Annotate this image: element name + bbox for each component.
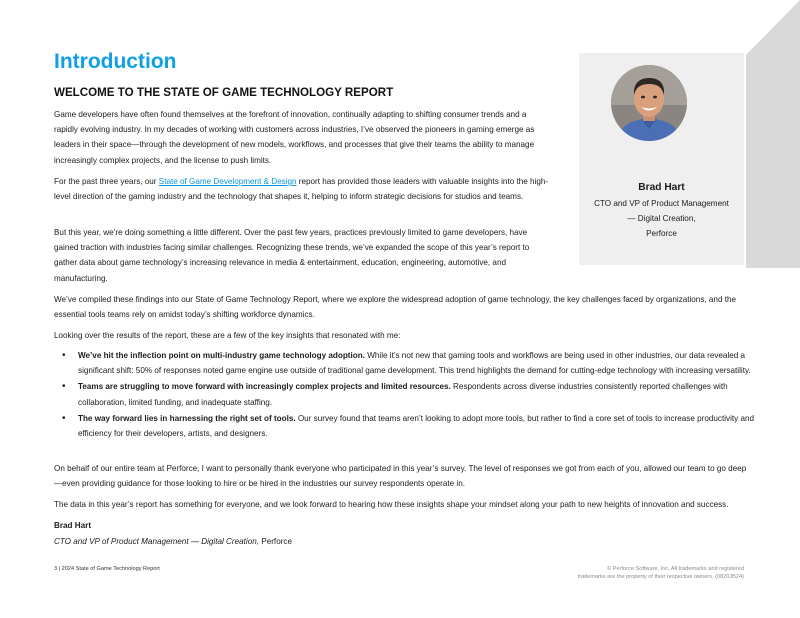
report-link[interactable]: State of Game Development & Design — [158, 177, 297, 186]
portrait-photo — [611, 65, 687, 141]
list-item — [60, 379, 755, 409]
footer-copyright-line-2: trademarks are the property of their respective owners. (0820JB24) — [577, 574, 744, 581]
intro-paragraph-4: We’ve compiled these findings into our State of Game Technology Report, where we explore the widespread adoption of game technology, the key challenges faced by organizations, and the essential tools teams rely on amidst today’s shifting workforce dynamics. — [54, 295, 737, 320]
signature-name: Brad Hart — [54, 521, 92, 530]
insight-bold: The way forward lies in harnessing the right set of tools. — [78, 413, 296, 423]
bullet-icon: • — [62, 381, 66, 393]
intro-paragraph-2-start: For the past three years, our — [54, 177, 159, 186]
footer-copyright-line-1: © Perforce Software, Inc. All trademarks and registered — [607, 566, 744, 572]
section-heading: WELCOME TO THE STATE OF GAME TECHNOLOGY REPORT — [54, 86, 394, 99]
profile-title-line-1: CTO and VP of Product Management — [594, 199, 729, 208]
insight-bold: We’ve hit the inflection point on multi-industry game technology adoption. — [78, 351, 365, 360]
insight-text: Respondents across diverse industries consistently reported challenges with collaboration, limited funding, and inadequate staffing. — [78, 382, 728, 407]
profile-title-line-2: — Digital Creation, — [627, 214, 696, 223]
footer-page-label: 3 | 2024 State of Game Technology Report — [54, 566, 160, 572]
list-item — [60, 348, 755, 378]
intro-paragraph-2-end: report has provided those leaders with valuable insights into the high-level direction of the gaming industry and the technology that shapes it, helping to inform strategic decisions for studios and teams. — [54, 177, 549, 202]
signature-role: CTO and VP of Product Management — Digital Creation, — [54, 537, 260, 546]
insight-text: While it’s not new that gaming tools and workflows are being used in other industries, our data revealed a significant shift: 50% of responses noted game engine use outside of traditional game development. This trend highlights the demand for cutting-edge technology with increasing versatility. — [78, 351, 751, 376]
insight-text: Our survey found that teams aren’t looking to adopt more tools, but rather to find a core set of tools to increase productivity and efficiency for their developers, artists, and designers. — [78, 413, 755, 439]
intro-paragraph-2 — [54, 174, 552, 204]
profile-company: Perforce — [646, 229, 677, 238]
signature-company: Perforce — [259, 537, 292, 546]
insight-bold: Teams are struggling to move forward with increasingly complex projects and limited resources. — [78, 382, 451, 392]
closing-paragraph-2: The data in this year’s report has something for everyone, and we look forward to hearing how these insights shape your mindset along your path to new heights of innovation and success. — [54, 500, 729, 509]
bullet-icon: • — [62, 350, 66, 361]
intro-paragraph-3: But this year, we’re doing something a little different. Over the past few years, practices previously limited to game developers, have gained traction with industries facing similar challenges. Recognizing these trends, we’ve expanded the scope of this year’s report to gather data about game technology’s increasing relevance in media & entertainment, education, engineering, automotive, and manufacturing. — [54, 228, 530, 283]
intro-paragraph-1: Game developers have often found themselves at the forefront of innovation, continually adapting to shifting consumer trends and a rapidly evolving industry. In my decades of working with customers across industries, I’ve observed the pioneers in gaming emerge as leaders in their space—through the development of new models, workflows, and processes that give their teams the ability to manage increasingly complex projects, and the license to push limits. — [54, 110, 535, 165]
closing-paragraph-1: On behalf of our entire team at Perforce, I want to personally thank everyone who participated in this year’s survey. The level of responses we got from each of you, allowed our team to go deep—even providing guidance for those looking to hire or be hired in the industries our survey respondents operate in. — [54, 464, 747, 489]
signature-title — [54, 537, 292, 546]
intro-paragraph-5: Looking over the results of the report, these are a few of the key insights that resonated with me: — [54, 331, 401, 340]
profile-name: Brad Hart — [638, 182, 685, 193]
corner-decoration — [746, 0, 800, 268]
list-item — [60, 411, 755, 441]
bullet-icon: • — [62, 412, 66, 424]
insights-list — [60, 348, 755, 442]
page-title: Introduction — [54, 50, 177, 73]
footer-copyright — [578, 565, 744, 582]
profile-card — [579, 53, 744, 265]
avatar — [611, 65, 687, 141]
